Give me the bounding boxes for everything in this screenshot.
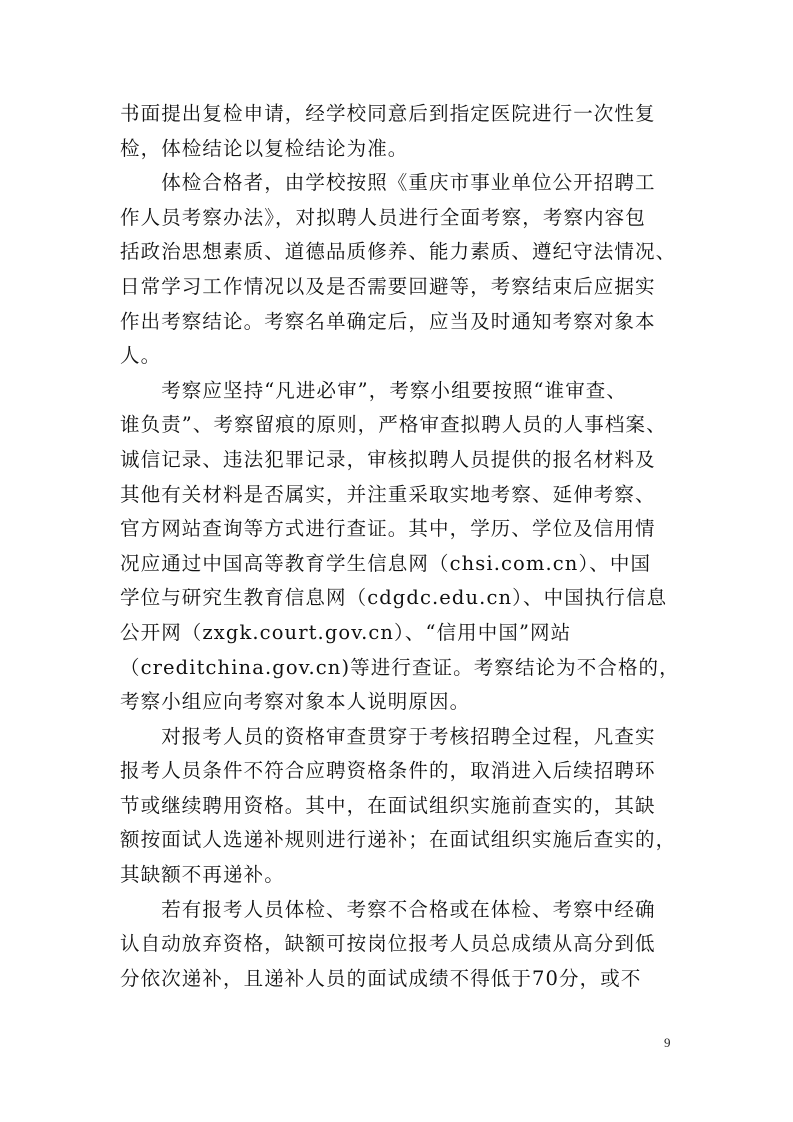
text-line: 考察小组应向考察对象本人说明原因。 xyxy=(120,690,471,714)
text-line: 人。 xyxy=(120,344,162,368)
text-line: 额按面试人选递补规则进行递补；在面试组织实施后查实的， xyxy=(120,828,677,852)
text-line: 诚信记录、违法犯罪记录，审核拟聘人员提供的报名材料及 xyxy=(120,447,656,471)
text-line: 日常学习工作情况以及是否需要回避等，考察结束后应据实 xyxy=(120,274,656,298)
text-line: 括政治思想素质、道德品质修养、能力素质、遵纪守法情况、 xyxy=(120,240,677,264)
text-line: 书面提出复检申请，经学校同意后到指定医院进行一次性复 xyxy=(120,102,656,125)
body-text xyxy=(120,97,685,996)
text-line: 谁负责”、考察留痕的原则，严格审查拟聘人员的人事档案、 xyxy=(120,413,667,437)
text-line: 作出考察结论。考察名单确定后，应当及时通知考察对象本 xyxy=(120,309,656,333)
text-line: 考察应坚持“凡进必审”，考察小组要按照“谁审查、 xyxy=(120,378,628,402)
text-line: 官方网站查询等方式进行查证。其中，学历、学位及信用情 xyxy=(120,517,656,541)
text-line: 其他有关材料是否属实，并注重采取实地考察、延伸考察、 xyxy=(120,482,656,506)
text-line: 节或继续聘用资格。其中，在面试组织实施前查实的，其缺 xyxy=(120,793,656,817)
text-line: 检，体检结论以复检结论为准。 xyxy=(120,136,409,160)
text-line: 报考人员条件不符合应聘资格条件的，取消进入后续招聘环 xyxy=(120,759,656,783)
text-line: （creditchina.gov.cn)等进行查证。考察结论为不合格的， xyxy=(120,655,680,679)
text-line: 学位与研究生教育信息网（cdgdc.edu.cn）、中国执行信息 xyxy=(120,586,668,610)
text-line: 对报考人员的资格审查贯穿于考核招聘全过程，凡查实 xyxy=(120,724,656,748)
text-line: 体检合格者，由学校按照《重庆市事业单位公开招聘工 xyxy=(120,171,656,195)
text-line: 分依次递补，且递补人员的面试成绩不得低于70分，或不 xyxy=(120,966,642,990)
page-number: 9 xyxy=(664,1035,671,1050)
text-line: 认自动放弃资格，缺额可按岗位报考人员总成绩从高分到低 xyxy=(120,932,656,956)
text-line: 其缺额不再递补。 xyxy=(120,863,285,887)
text-line: 公开网（zxgk.court.gov.cn）、“信用中国”网站 xyxy=(120,620,572,644)
text-line: 作人员考察办法》，对拟聘人员进行全面考察，考察内容包 xyxy=(120,205,646,229)
text-line: 况应通过中国高等教育学生信息网（chsi.com.cn）、中国 xyxy=(120,551,652,575)
text-line: 若有报考人员体检、考察不合格或在体检、考察中经确 xyxy=(120,897,656,921)
